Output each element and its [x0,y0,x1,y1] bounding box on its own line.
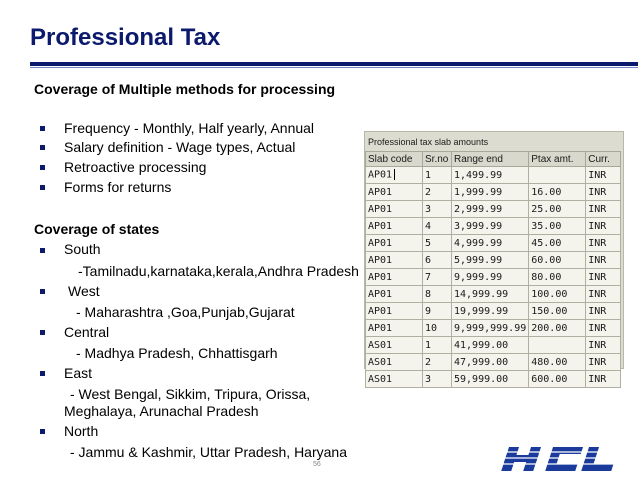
table-cell-input[interactable]: AS01 [366,354,423,371]
table-cell-input[interactable]: 150.00 [529,303,586,320]
table-cell-input[interactable]: 3,999.99 [452,218,529,235]
bullet-square-icon [40,330,45,335]
table-row [366,337,621,354]
method-item: Frequency - Monthly, Half yearly, Annual [64,120,315,136]
table-row [366,218,621,235]
column-header[interactable]: Sr.no [423,152,452,167]
table-cell-input[interactable]: AP01 [366,320,423,337]
table-cell-input[interactable]: INR [586,235,621,252]
table-cell-input[interactable]: INR [586,184,621,201]
sap-slab-table [365,151,621,388]
region-west-states: - Maharashtra ,Goa,Punjab,Gujarat [76,304,295,320]
table-cell-input[interactable]: 80.00 [529,269,586,286]
table-row [366,269,621,286]
methods-heading: Coverage of Multiple methods for processing [34,81,336,97]
table-cell-input[interactable]: 19,999.99 [452,303,529,320]
sap-table-title: Professional tax slab amounts [368,137,489,147]
table-cell-input[interactable]: 59,999.00 [452,371,529,388]
table-cell-input[interactable]: 5 [423,235,452,252]
table-cell-input[interactable]: INR [586,201,621,218]
table-row [366,286,621,303]
table-row [366,320,621,337]
table-cell-input[interactable]: AP01 [366,167,423,184]
region-east-states-line2: Meghalaya, Arunachal Pradesh [64,403,259,419]
table-cell-input[interactable]: AP01 [366,269,423,286]
table-cell-input[interactable]: INR [586,286,621,303]
column-header[interactable]: Slab code [366,152,423,167]
table-cell-input[interactable]: INR [586,269,621,286]
table-cell-input[interactable]: 2 [423,184,452,201]
table-cell-input[interactable]: INR [586,371,621,388]
table-cell-input[interactable]: 47,999.00 [452,354,529,371]
table-cell-input[interactable]: 1 [423,167,452,184]
bullet-square-icon [40,126,45,131]
table-cell-input[interactable] [529,337,586,354]
sap-slab-table-panel [364,131,624,385]
bullet-square-icon [40,429,45,434]
region-east: East [64,365,93,381]
table-cell-input[interactable]: AP01 [366,303,423,320]
table-cell-input[interactable]: 3 [423,371,452,388]
table-cell-input[interactable]: AP01 [366,218,423,235]
bullet-square-icon [40,165,45,170]
table-cell-input[interactable]: AS01 [366,337,423,354]
column-header[interactable]: Curr. [586,152,621,167]
table-cell-input[interactable]: 16.00 [529,184,586,201]
bullet-square-icon [40,248,45,253]
table-cell-input[interactable]: 480.00 [529,354,586,371]
bullet-square-icon [40,145,45,150]
table-row [366,354,621,371]
region-central: Central [64,324,110,340]
table-cell-input[interactable]: 1 [423,337,452,354]
slide-title: Professional Tax [30,24,221,51]
table-cell-input[interactable]: 9 [423,303,452,320]
region-south: South [64,241,101,257]
table-cell-input[interactable]: AP01 [366,252,423,269]
table-cell-input[interactable]: INR [586,167,621,184]
table-cell-input[interactable]: INR [586,303,621,320]
table-cell-input[interactable]: 35.00 [529,218,586,235]
table-cell-input[interactable]: 2,999.99 [452,201,529,218]
hcl-logo [496,444,630,474]
region-north: North [64,423,99,439]
region-west: West [68,283,100,299]
bullet-square-icon [40,185,45,190]
table-cell-input[interactable]: 10 [423,320,452,337]
table-cell-input[interactable]: 45.00 [529,235,586,252]
table-cell-input[interactable]: 60.00 [529,252,586,269]
table-cell-input[interactable]: 4 [423,218,452,235]
states-heading: Coverage of states [34,221,160,237]
title-underline-thin [30,67,638,68]
title-underline [30,62,638,66]
table-cell-input[interactable]: AP01 [366,201,423,218]
table-cell-input[interactable]: INR [586,320,621,337]
bullet-square-icon [40,371,45,376]
table-row [366,371,621,388]
table-row [366,235,621,252]
table-cell-input[interactable] [529,167,586,184]
region-east-states-line1: - West Bengal, Sikkim, Tripura, Orissa, [70,386,311,402]
method-item: Salary definition - Wage types, Actual [64,139,296,155]
table-row [366,303,621,320]
table-cell-input[interactable]: 200.00 [529,320,586,337]
table-cell-input[interactable]: AP01 [366,235,423,252]
table-cell-input[interactable]: AP01 [366,286,423,303]
column-header[interactable]: Ptax amt. [529,152,586,167]
table-cell-input[interactable]: AS01 [366,371,423,388]
table-cell-input[interactable]: INR [586,354,621,371]
text-cursor [394,169,395,180]
table-cell-input[interactable]: 2 [423,354,452,371]
table-cell-input[interactable]: 600.00 [529,371,586,388]
region-north-states: - Jammu & Kashmir, Uttar Pradesh, Haryana [70,444,347,460]
page-number: 56 [313,461,321,468]
table-cell-input[interactable]: 14,999.99 [452,286,529,303]
table-cell-input[interactable]: 9,999.99 [452,269,529,286]
table-cell-input[interactable]: 1,999.99 [452,184,529,201]
table-cell-input[interactable]: 5,999.99 [452,252,529,269]
table-cell-input[interactable]: 25.00 [529,201,586,218]
region-south-states: -Tamilnadu,karnataka,kerala,Andhra Pradesh [78,263,359,279]
table-cell-input[interactable]: 4,999.99 [452,235,529,252]
table-cell-input[interactable]: 8 [423,286,452,303]
table-cell-input[interactable]: 6 [423,252,452,269]
table-cell-input[interactable]: 9,999,999.99 [452,320,529,337]
table-cell-input[interactable]: 3 [423,201,452,218]
table-cell-input[interactable]: INR [586,337,621,354]
table-row [366,167,621,184]
bullet-square-icon [40,289,45,294]
table-cell-input[interactable]: 7 [423,269,452,286]
table-cell-input[interactable]: 1,499.99 [452,167,529,184]
table-row [366,252,621,269]
table-cell-input[interactable]: 41,999.00 [452,337,529,354]
method-item: Retroactive processing [64,159,207,175]
table-cell-input[interactable]: 100.00 [529,286,586,303]
method-item: Forms for returns [64,179,172,195]
column-header[interactable]: Range end [452,152,529,167]
table-row [366,184,621,201]
region-central-states: - Madhya Pradesh, Chhattisgarh [76,345,278,361]
table-cell-input[interactable]: AP01 [366,184,423,201]
table-cell-input[interactable]: INR [586,252,621,269]
table-header-row [366,152,621,167]
table-cell-input[interactable]: INR [586,218,621,235]
table-row [366,201,621,218]
